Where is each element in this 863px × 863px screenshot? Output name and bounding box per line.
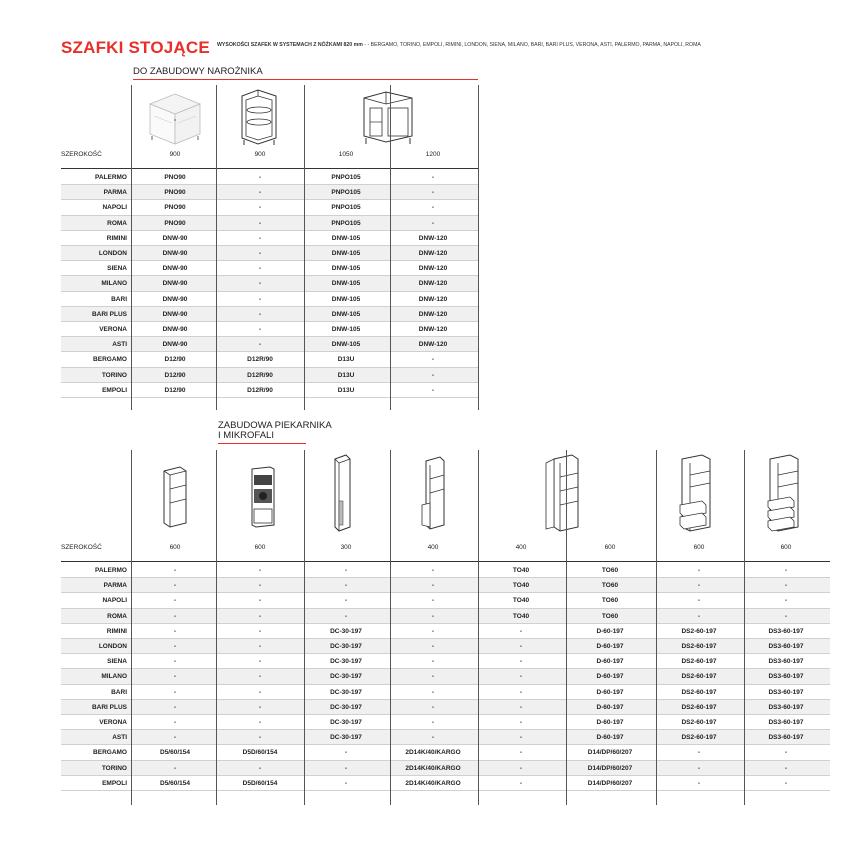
table-row-label: MILANO [101,673,127,681]
table-cell: - [784,597,788,605]
section2-width-value: 400 [515,544,527,551]
table-cell: DC-30-197 [330,703,362,711]
table-cell: - [431,204,435,212]
section1-column-divider [390,85,391,410]
page-subtitle [217,42,701,48]
table-cell: - [431,719,435,726]
table-row-label: BARI [111,688,127,696]
table-cell: - [258,658,262,666]
table-cell: DNW-120 [418,341,448,349]
table-cell: - [173,764,177,772]
table-cell: DNW-90 [162,250,188,257]
table-cell: - [258,265,262,273]
table-cell: D14/DP/60/207 [587,764,633,772]
table-cell: DNW-105 [331,265,361,273]
section2-column-divider [744,450,745,805]
table-cell: - [519,658,523,666]
table-cell: DC-30-197 [330,734,362,742]
page-title: SZAFKI STOJĄCE [61,38,210,57]
subtitle-bold: WYSOKOŚCI SZAFEK W SYSTEMACH Z NÓŻKAMI 820 mm [217,42,363,48]
table-cell: D-60-197 [596,719,624,726]
table-cell: D-60-197 [596,673,624,681]
table-cell: - [697,582,701,590]
table-cell: - [173,734,177,742]
table-cell: DNW-90 [162,280,188,288]
table-cell: - [784,779,788,787]
table-cell: - [344,567,348,574]
table-cell: - [173,627,177,635]
section2-width-value: 600 [693,544,705,551]
section2-column-divider [566,450,567,805]
table-cell: DNW-120 [418,250,448,257]
table-row-label: LONDON [98,250,127,257]
table-cell: - [431,219,435,227]
table-cell: - [784,764,788,772]
section2-heading-line2: I MIKROFALI [218,430,274,441]
table-cell: DC-30-197 [330,643,362,650]
table-row-label: PALERMO [94,174,127,181]
tall-cabinet-door-icon [418,455,448,531]
table-cell: DC-30-197 [330,673,362,681]
table-cell: DC-30-197 [330,719,362,726]
table-cell: - [173,658,177,666]
table-row-label: RIMINI [106,234,127,242]
table-cell: - [784,567,788,574]
table-cell: - [173,688,177,696]
table-row-label: VERONA [99,326,127,333]
table-row-label: PARMA [103,582,127,590]
table-row-label: SIENA [107,265,127,273]
table-cell: - [431,703,435,711]
table-cell: DS3-60-197 [768,734,804,742]
table-cell: - [173,612,177,620]
table-row-label: TORINO [101,371,127,379]
table-cell: PNPO105 [331,204,361,212]
table-cell: - [431,356,435,364]
section1-width-value: 1050 [338,151,354,158]
table-cell: - [344,612,348,620]
table-cell: DNW-120 [418,234,448,242]
tall-cabinet-pair-icon [540,453,584,533]
table-cell: - [519,764,523,772]
table-cell: - [431,386,435,394]
table-cell: - [431,189,435,197]
table-cell: DS3-60-197 [768,643,804,650]
table-cell: - [431,567,435,574]
table-cell: DNW-105 [331,341,361,349]
table-cell: - [784,612,788,620]
table-cell: PNPO105 [331,189,361,197]
table-cell: - [431,597,435,605]
section2-width-value: 600 [254,544,266,551]
table-row-label: TORINO [101,764,127,772]
table-cell: - [173,703,177,711]
table-cell: DNW-90 [162,310,188,318]
table-cell: DS2-60-197 [681,734,717,742]
table-row-label: RIMINI [106,627,127,635]
table-cell: - [258,250,262,257]
table-cell: 2D14K/40/KARGO [405,779,461,787]
table-row-label: SIENA [107,658,127,666]
table-cell: TO40 [512,567,530,574]
table-cell: D-60-197 [596,734,624,742]
table-cell: D-60-197 [596,703,624,711]
table-cell: - [519,627,523,635]
table-cell: DNW-120 [418,280,448,288]
table-cell: - [697,597,701,605]
table-row-label: BERGAMO [93,356,127,364]
table-cell: - [519,719,523,726]
section2-width-value: 600 [169,544,181,551]
table-row-label: VERONA [99,719,127,726]
section1-width-label: SZEROKOŚĆ [61,151,102,158]
table-cell: DNW-105 [331,280,361,288]
tall-cabinet-two-drawers-icon [676,453,716,533]
section2-column-divider [478,450,479,805]
table-row-label: ASTI [112,734,127,742]
table-cell: - [519,673,523,681]
table-cell: - [431,643,435,650]
table-cell: - [344,779,348,787]
table-cell: - [258,612,262,620]
table-cell: DS2-60-197 [681,658,717,666]
section2-width-value: 300 [340,544,352,551]
table-cell: D12R/90 [247,386,273,394]
narrow-tall-cabinet-icon [332,453,352,533]
table-cell: - [258,326,262,333]
table-cell: - [258,310,262,318]
table-cell: - [258,174,262,181]
table-cell: - [784,749,788,757]
table-cell: - [173,673,177,681]
table-cell: DS2-60-197 [681,688,717,696]
table-row-label: NAPOLI [102,597,127,605]
table-cell: D13U [337,386,355,394]
table-cell: PNO90 [164,189,186,197]
table-cell: - [431,371,435,379]
table-cell: D-60-197 [596,688,624,696]
oven-microwave-cabinet-icon [248,465,278,529]
table-cell: - [519,688,523,696]
section2-width-value: 400 [427,544,439,551]
section1-width-value: 900 [254,151,266,158]
table-cell: DNW-90 [162,326,188,333]
table-cell: DNW-105 [331,295,361,303]
table-cell: DNW-120 [418,295,448,303]
table-cell: - [258,627,262,635]
table-cell: PNPO105 [331,174,361,181]
table-row-label: LONDON [98,643,127,650]
section1-column-divider [131,85,132,410]
table-cell: TO40 [512,612,530,620]
subtitle-systems: - - BERGAMO, TORINO, EMPOLI, RIMINI, LONDON, SIENA, MILANO, BARI, BARI PLUS, VERONA, ASTI, PALERMO, PARMA, NAPOLI, ROMA [362,42,701,48]
table-cell: - [258,234,262,242]
section1-column-divider [478,85,479,410]
table-cell: - [344,749,348,757]
table-cell: DNW-105 [331,234,361,242]
table-cell: - [697,749,701,757]
table-cell: - [519,703,523,711]
table-cell: TO60 [601,567,619,574]
table-row-label: ASTI [112,341,127,349]
table-cell: - [173,582,177,590]
table-cell: D13U [337,356,355,364]
table-cell: - [258,734,262,742]
table-cell: - [173,643,177,650]
section2-width-value: 600 [604,544,616,551]
table-cell: 2D14K/40/KARGO [405,749,461,757]
table-cell: DS3-60-197 [768,658,804,666]
table-cell: - [431,734,435,742]
table-cell: TO60 [601,612,619,620]
table-cell: - [344,597,348,605]
table-cell: D5/60/154 [160,779,190,787]
table-row-label: BARI [111,295,127,303]
table-cell: - [173,567,177,574]
table-row-label: BARI PLUS [91,310,127,318]
table-cell: DC-30-197 [330,627,362,635]
table-cell: D-60-197 [596,627,624,635]
table-cell: TO40 [512,582,530,590]
table-cell: TO60 [601,597,619,605]
table-row-label: EMPOLI [102,779,127,787]
section1-heading-underline [133,79,478,80]
table-cell: - [258,643,262,650]
table-cell: - [258,597,262,605]
table-row-label: ROMA [107,219,127,227]
table-cell: DNW-120 [418,265,448,273]
table-cell: - [431,582,435,590]
table-cell: DNW-90 [162,341,188,349]
table-cell: DNW-120 [418,310,448,318]
section2-column-divider [131,450,132,805]
table-cell: - [519,643,523,650]
table-cell: DNW-90 [162,234,188,242]
tall-cabinet-shelves-icon [160,465,190,529]
table-cell: DS2-60-197 [681,703,717,711]
section1-heading: DO ZABUDOWY NAROŻNIKA [133,66,263,77]
table-cell: DS2-60-197 [681,673,717,681]
table-cell: - [258,341,262,349]
table-cell: DS2-60-197 [681,643,717,650]
table-cell: D12/90 [164,356,186,364]
table-row-label: BERGAMO [93,749,127,757]
table-cell: D-60-197 [596,643,624,650]
table-cell: - [519,749,523,757]
table-cell: - [431,612,435,620]
table-cell: - [697,779,701,787]
table-cell: - [258,719,262,726]
table-cell: DS2-60-197 [681,719,717,726]
corner-cabinet-open-icon [146,90,204,145]
table-cell: DNW-90 [162,265,188,273]
section1-header-rule [61,168,478,169]
table-cell: - [344,582,348,590]
table-cell: - [258,295,262,303]
table-cell: - [258,189,262,197]
table-cell: - [258,567,262,574]
table-cell: DNW-105 [331,250,361,257]
table-cell: PNPO105 [331,219,361,227]
l-corner-cabinet-icon [356,90,418,148]
tall-cabinet-three-drawers-icon [764,453,804,533]
section2-width-value: 600 [780,544,792,551]
table-cell: - [258,764,262,772]
table-cell: PNO90 [164,219,186,227]
table-cell: - [697,612,701,620]
table-cell: TO40 [512,597,530,605]
table-cell: PNO90 [164,204,186,212]
table-cell: - [431,174,435,181]
table-cell: D5D/60/154 [242,749,278,757]
table-cell: 2D14K/40/KARGO [405,764,461,772]
table-cell: DNW-120 [418,326,448,333]
table-row-label: MILANO [101,280,127,288]
table-cell: DNW-105 [331,310,361,318]
table-cell: - [431,688,435,696]
table-cell: - [784,582,788,590]
section1-column-divider [216,85,217,410]
table-row-label: PARMA [103,189,127,197]
table-cell: D14/DP/60/207 [587,749,633,757]
table-cell: DNW-90 [162,295,188,303]
table-cell: DS3-60-197 [768,688,804,696]
table-row-label: EMPOLI [102,386,127,394]
section1-column-divider [304,85,305,410]
table-cell: DS3-60-197 [768,627,804,635]
table-cell: D5/60/154 [160,749,190,757]
table-cell: DS3-60-197 [768,703,804,711]
table-cell: D12/90 [164,371,186,379]
corner-cabinet-shelves-icon [236,88,282,148]
section2-width-label: SZEROKOŚĆ [61,544,102,551]
table-cell: - [344,764,348,772]
table-cell: - [697,764,701,772]
table-cell: - [173,597,177,605]
table-cell: DC-30-197 [330,688,362,696]
table-cell: - [258,688,262,696]
table-cell: DS3-60-197 [768,673,804,681]
table-cell: - [258,204,262,212]
table-cell: TO60 [601,582,619,590]
section2-column-divider [390,450,391,805]
table-cell: DC-30-197 [330,658,362,666]
table-cell: - [258,673,262,681]
table-cell: - [258,219,262,227]
table-cell: DS3-60-197 [768,719,804,726]
table-cell: DNW-105 [331,326,361,333]
section2-column-divider [304,450,305,805]
section1-width-value: 900 [169,151,181,158]
table-cell: PNO90 [164,174,186,181]
table-cell: - [431,658,435,666]
table-cell: - [173,719,177,726]
table-cell: - [258,280,262,288]
table-cell: D14/DP/60/207 [587,779,633,787]
table-cell: D12R/90 [247,371,273,379]
table-cell: - [519,779,523,787]
table-cell: D-60-197 [596,658,624,666]
table-row-label: PALERMO [94,567,127,574]
table-row-label: NAPOLI [102,204,127,212]
table-cell: DS2-60-197 [681,627,717,635]
table-cell: D13U [337,371,355,379]
table-cell: D5D/60/154 [242,779,278,787]
table-cell: D12R/90 [247,356,273,364]
table-row-label: ROMA [107,612,127,620]
table-cell: - [258,582,262,590]
section2-column-divider [656,450,657,805]
table-cell: D12/90 [164,386,186,394]
table-row-label: BARI PLUS [91,703,127,711]
section2-heading-line1: ZABUDOWA PIEKARNIKA [218,420,332,431]
table-cell: - [519,734,523,742]
section2-header-rule [61,561,830,562]
section2-column-divider [216,450,217,805]
table-cell: - [258,703,262,711]
table-cell: - [431,673,435,681]
table-cell: - [697,567,701,574]
section1-width-value: 1200 [425,151,441,158]
table-cell: - [431,627,435,635]
section2-heading-underline [218,443,306,444]
